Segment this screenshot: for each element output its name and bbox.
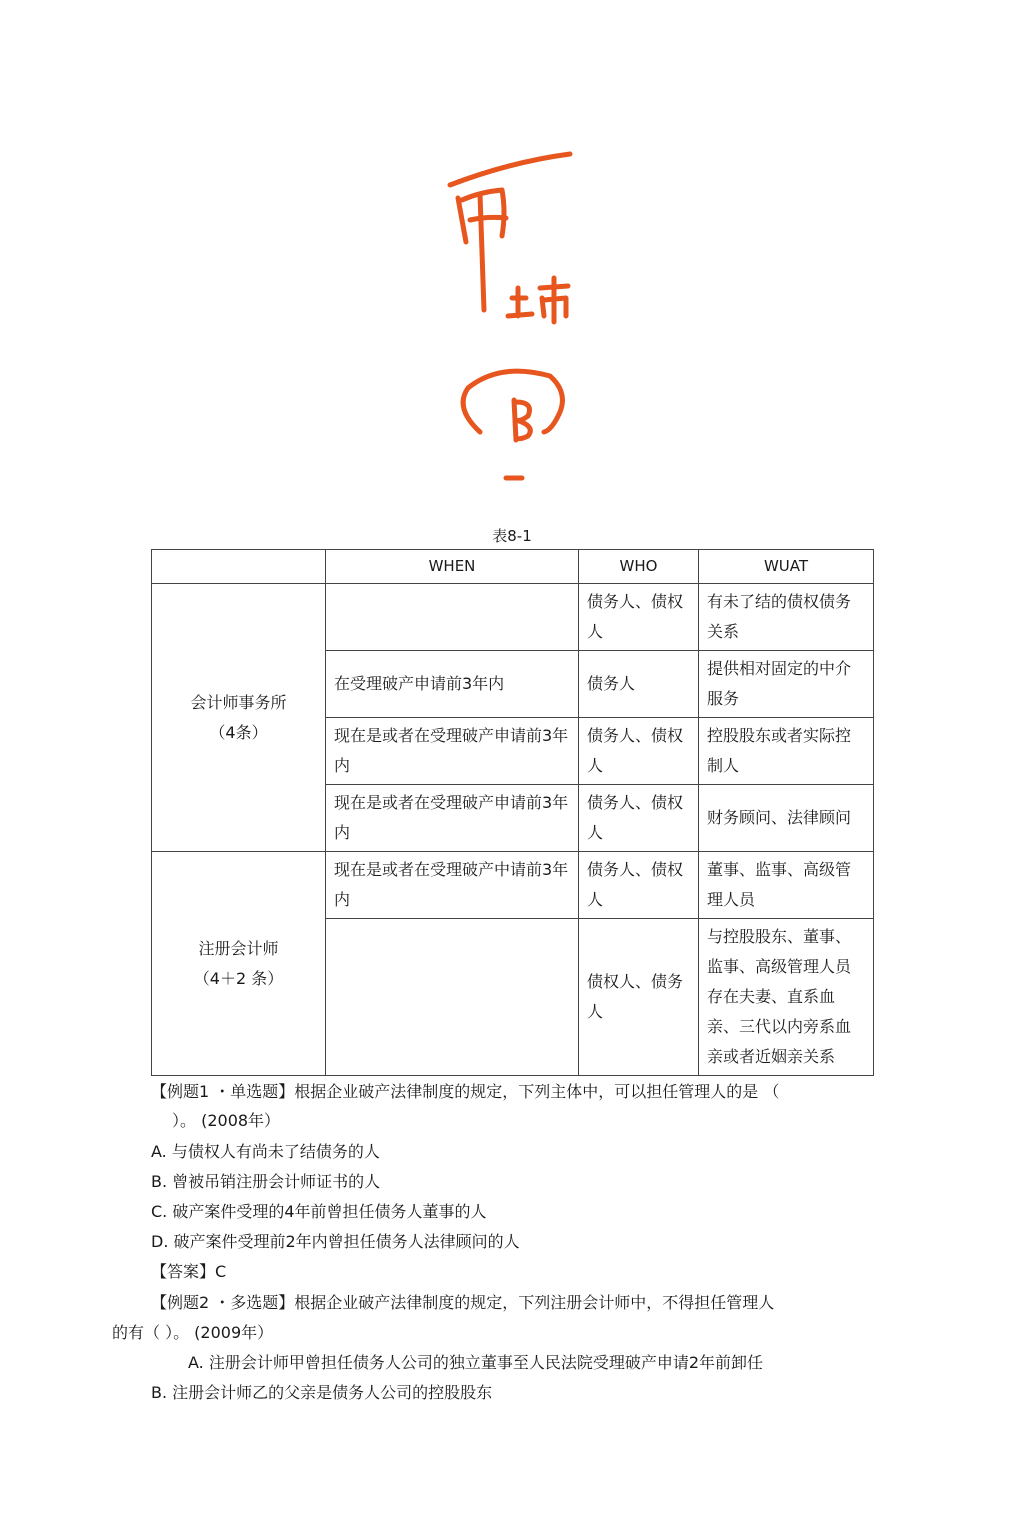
who-cell: 债务人、债权人 [579,718,699,785]
table-row [152,584,874,651]
example1-question-line2: ）。 (2008年） [172,1111,281,1130]
header-cell-empty [152,550,326,584]
example1-option-d: D. 破产案件受理前2年内曾担任债务人法律顾问的人 [151,1232,520,1251]
table-row [152,852,874,919]
group-label: 注册会计师 [198,938,279,958]
who-cell: 债务人、债权人 [579,584,699,651]
header-cell-when: WHEN [326,550,579,584]
who-cell: 债务人、债权人 [579,785,699,852]
group-count: （4＋2 条） [193,968,284,988]
when-cell [326,919,579,1076]
group-cell-firm [152,584,326,852]
who-cell: 债权人、债务人 [579,919,699,1076]
handwritten-annotation [440,140,600,500]
example2-question-line2: 的有（ ）。 (2009年） [112,1323,274,1342]
table-header-row [152,550,874,584]
what-cell: 有未了结的债权债务关系 [699,584,874,651]
when-cell: 现在是或者在受理破产申请前3年内 [326,718,579,785]
what-cell: 董事、监事、高级管理人员 [699,852,874,919]
example1-answer: 【答案】C [151,1262,227,1281]
example1-question-line1: 【例题1 ・单选题】根据企业破产法律制度的规定，下列主体中，可以担任管理人的是 （ [151,1082,780,1101]
header-cell-who: WHO [579,550,699,584]
example1-option-c: C. 破产案件受理的4年前曾担任债务人董事的人 [151,1202,487,1221]
header-cell-what: WUAT [699,550,874,584]
what-cell: 财务顾问、法律顾问 [699,785,874,852]
when-cell: 在受理破产申请前3年内 [326,651,579,718]
example2-question-line1: 【例题2 ・多选题】根据企业破产法律制度的规定，下列注册会计师中，不得担任管理人 [151,1293,775,1312]
what-cell: 提供相对固定的中介服务 [699,651,874,718]
group-count: （4条） [209,722,268,742]
who-cell: 债务人、债权人 [579,852,699,919]
example2-option-a: A. 注册会计师甲曾担任债务人公司的独立董事至人民法院受理破产申请2年前卸任 [188,1353,764,1372]
what-cell: 与控股股东、董事、监事、高级管理人员存在夫妻、直系血亲、三代以内旁系血亲或者近姻亲关系 [699,919,874,1076]
example1-option-b: B. 曾被吊销注册会计师证书的人 [151,1172,381,1191]
criteria-table [151,549,874,1076]
example2-option-b: B. 注册会计师乙的父亲是债务人公司的控股股东 [151,1383,493,1402]
what-cell: 控股股东或者实际控制人 [699,718,874,785]
group-cell-cpa [152,852,326,1076]
example1-option-a: A. 与债权人有尚未了结债务的人 [151,1142,380,1161]
group-label: 会计师事务所 [190,692,287,712]
table-caption: 表8-1 [492,527,532,545]
when-cell [326,584,579,651]
when-cell: 现在是或者在受理破产中请前3年内 [326,852,579,919]
who-cell: 债务人 [579,651,699,718]
when-cell: 现在是或者在受理破产申请前3年内 [326,785,579,852]
